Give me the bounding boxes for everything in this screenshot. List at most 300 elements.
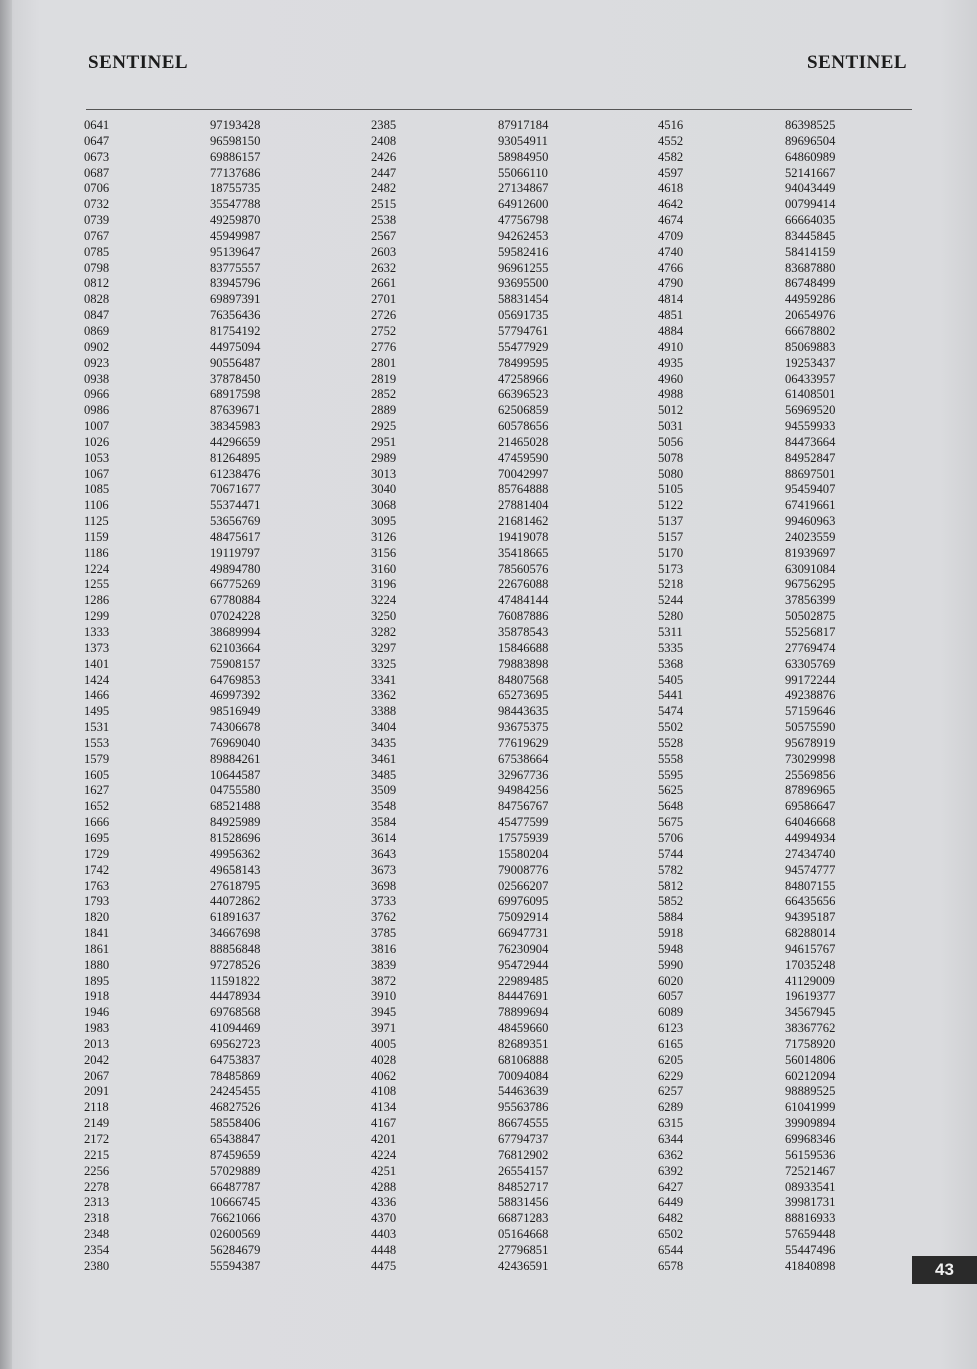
list-item: 50502875 xyxy=(785,609,836,624)
list-item: 0732 xyxy=(84,197,110,212)
list-item: 4403 xyxy=(371,1227,397,1242)
list-item: 5990 xyxy=(658,957,684,972)
list-item: 49259870 xyxy=(210,213,261,228)
list-item: 69886157 xyxy=(210,149,261,164)
list-item: 27134867 xyxy=(498,181,549,196)
list-item: 5948 xyxy=(658,941,684,956)
list-item: 86748499 xyxy=(785,276,836,291)
list-item: 93675375 xyxy=(498,720,549,735)
list-item: 75092914 xyxy=(498,910,549,925)
list-item: 34667698 xyxy=(210,926,261,941)
list-item: 34567945 xyxy=(785,1005,836,1020)
list-item: 87896965 xyxy=(785,783,836,798)
list-item: 76230904 xyxy=(498,941,549,956)
list-item: 32967736 xyxy=(498,767,549,782)
list-item: 85764888 xyxy=(498,482,549,497)
list-item: 3196 xyxy=(371,577,397,592)
list-item: 3250 xyxy=(371,609,397,624)
list-item: 5625 xyxy=(658,783,684,798)
list-item: 5744 xyxy=(658,846,684,861)
list-item: 5706 xyxy=(658,830,684,845)
list-item: 76356436 xyxy=(210,308,261,323)
column-3-codes xyxy=(658,118,683,1275)
list-item: 66664035 xyxy=(785,213,836,228)
list-item: 65438847 xyxy=(210,1132,261,1146)
list-item: 38689994 xyxy=(210,625,261,639)
list-item: 6315 xyxy=(658,1116,684,1131)
list-item: 37856399 xyxy=(785,593,836,608)
list-item: 4851 xyxy=(658,308,684,323)
list-item: 49894780 xyxy=(210,561,261,576)
list-item: 3762 xyxy=(371,910,397,925)
list-item: 27881404 xyxy=(498,498,549,513)
list-item: 4028 xyxy=(371,1052,397,1067)
list-item: 3435 xyxy=(371,735,397,750)
list-item: 41094469 xyxy=(210,1021,261,1036)
list-item: 96961255 xyxy=(498,260,549,275)
list-item: 27618795 xyxy=(210,878,261,893)
list-item: 95459407 xyxy=(785,482,836,497)
list-item: 5675 xyxy=(658,815,684,830)
list-item: 1983 xyxy=(84,1021,110,1036)
list-item: 18755735 xyxy=(210,181,261,196)
binding-edge xyxy=(0,0,12,1369)
list-item: 3509 xyxy=(371,783,397,798)
list-item: 00799414 xyxy=(785,197,836,212)
header-right: SENTINEL xyxy=(807,52,908,73)
list-item: 3156 xyxy=(371,545,397,560)
list-item: 08933541 xyxy=(785,1179,836,1194)
list-item: 66947731 xyxy=(498,926,549,941)
list-item: 57159646 xyxy=(785,704,836,719)
list-item: 60578656 xyxy=(498,419,549,434)
list-item: 3733 xyxy=(371,894,397,909)
list-item: 62103664 xyxy=(210,640,261,655)
list-item: 66678802 xyxy=(785,323,836,338)
list-item: 97193428 xyxy=(210,118,261,132)
list-item: 95472944 xyxy=(498,957,549,972)
list-item: 96598150 xyxy=(210,133,261,148)
list-item: 88697501 xyxy=(785,466,836,481)
list-item: 88816933 xyxy=(785,1211,836,1226)
list-item: 6392 xyxy=(658,1163,684,1178)
list-item: 5405 xyxy=(658,672,684,687)
list-item: 89696504 xyxy=(785,133,836,148)
list-item: 2408 xyxy=(371,133,397,148)
list-item: 4370 xyxy=(371,1211,397,1226)
list-item: 2385 xyxy=(371,118,397,132)
list-item: 4884 xyxy=(658,323,684,338)
list-item: 56284679 xyxy=(210,1242,261,1257)
list-item: 81264895 xyxy=(210,450,261,465)
list-item: 6020 xyxy=(658,973,684,988)
list-item: 77619629 xyxy=(498,735,549,750)
list-item: 99460963 xyxy=(785,514,836,529)
list-item: 4005 xyxy=(371,1036,397,1051)
list-item: 5648 xyxy=(658,799,684,814)
list-item: 3673 xyxy=(371,862,397,877)
list-item: 87917184 xyxy=(498,118,549,132)
list-item: 2354 xyxy=(84,1242,110,1257)
column-2-values xyxy=(498,118,548,1275)
list-item: 10666745 xyxy=(210,1195,261,1210)
list-item: 50575590 xyxy=(785,720,836,735)
list-item: 83445845 xyxy=(785,228,836,243)
list-item: 3404 xyxy=(371,720,397,735)
list-item: 5441 xyxy=(658,688,684,703)
list-item: 6544 xyxy=(658,1242,684,1257)
list-item: 1695 xyxy=(84,830,110,845)
list-item: 41129009 xyxy=(785,973,835,988)
list-item: 66396523 xyxy=(498,387,549,402)
list-item: 05691735 xyxy=(498,308,549,323)
list-item: 66871283 xyxy=(498,1211,549,1226)
list-item: 6257 xyxy=(658,1084,684,1099)
list-item: 0869 xyxy=(84,323,110,338)
list-item: 4251 xyxy=(371,1163,397,1178)
list-item: 2632 xyxy=(371,260,397,275)
list-item: 38367762 xyxy=(785,1021,836,1036)
list-item: 94574777 xyxy=(785,862,836,877)
list-item: 57029889 xyxy=(210,1163,261,1178)
list-item: 64769853 xyxy=(210,672,261,687)
list-item: 84925989 xyxy=(210,815,261,830)
list-item: 76812902 xyxy=(498,1147,549,1162)
list-item: 1946 xyxy=(84,1005,110,1020)
list-item: 0767 xyxy=(84,228,110,243)
list-item: 2013 xyxy=(84,1036,110,1051)
list-item: 5056 xyxy=(658,434,684,449)
list-item: 44959286 xyxy=(785,292,836,307)
list-item: 4790 xyxy=(658,276,684,291)
list-item: 4201 xyxy=(371,1132,397,1146)
list-item: 1424 xyxy=(84,672,110,687)
list-item: 0923 xyxy=(84,355,110,370)
list-item: 58984950 xyxy=(498,149,549,164)
list-item: 1026 xyxy=(84,434,110,449)
list-item: 70671677 xyxy=(210,482,261,497)
list-item: 4960 xyxy=(658,371,684,386)
list-item: 4709 xyxy=(658,228,684,243)
list-item: 4935 xyxy=(658,355,684,370)
list-item: 73029998 xyxy=(785,751,836,766)
list-item: 94984256 xyxy=(498,783,549,798)
list-item: 55447496 xyxy=(785,1242,836,1257)
list-item: 4167 xyxy=(371,1116,397,1131)
list-item: 69897391 xyxy=(210,292,261,307)
list-item: 6502 xyxy=(658,1227,684,1242)
list-item: 19419078 xyxy=(498,529,549,544)
list-item: 2701 xyxy=(371,292,397,307)
list-item: 2447 xyxy=(371,165,397,180)
list-item: 48459660 xyxy=(498,1021,549,1036)
list-item: 1652 xyxy=(84,799,110,814)
list-item: 1495 xyxy=(84,704,110,719)
list-item: 65273695 xyxy=(498,688,549,703)
list-item: 2852 xyxy=(371,387,397,402)
list-item: 1627 xyxy=(84,783,110,798)
list-item: 0739 xyxy=(84,213,110,228)
list-item: 1895 xyxy=(84,973,110,988)
list-item: 2801 xyxy=(371,355,397,370)
list-item: 83945796 xyxy=(210,276,261,291)
list-item: 0641 xyxy=(84,118,110,132)
list-item: 86674555 xyxy=(498,1116,549,1131)
list-item: 55256817 xyxy=(785,625,836,639)
list-item: 35418665 xyxy=(498,545,549,560)
list-item: 20654976 xyxy=(785,308,836,323)
list-item: 2603 xyxy=(371,244,397,259)
list-item: 0706 xyxy=(84,181,110,196)
list-item: 11591822 xyxy=(210,973,260,988)
list-item: 26554157 xyxy=(498,1163,549,1178)
list-item: 55066110 xyxy=(498,165,548,180)
list-item: 49238876 xyxy=(785,688,836,703)
list-item: 21681462 xyxy=(498,514,549,529)
list-item: 5502 xyxy=(658,720,684,735)
list-item: 4988 xyxy=(658,387,684,402)
list-item: 1085 xyxy=(84,482,110,497)
list-item: 4108 xyxy=(371,1084,397,1099)
list-item: 94262453 xyxy=(498,228,549,243)
list-item: 67794737 xyxy=(498,1132,549,1146)
list-item: 17575939 xyxy=(498,830,549,845)
list-item: 74306678 xyxy=(210,720,261,735)
list-item: 94395187 xyxy=(785,910,836,925)
list-item: 44296659 xyxy=(210,434,261,449)
list-item: 98443635 xyxy=(498,704,549,719)
list-item: 84807568 xyxy=(498,672,549,687)
list-item: 5474 xyxy=(658,704,684,719)
list-item: 6229 xyxy=(658,1068,684,1083)
list-item: 78560576 xyxy=(498,561,549,576)
list-item: 4582 xyxy=(658,149,684,164)
list-item: 78899694 xyxy=(498,1005,549,1020)
list-item: 2567 xyxy=(371,228,397,243)
list-item: 17035248 xyxy=(785,957,836,972)
list-item: 0785 xyxy=(84,244,110,259)
list-item: 72521467 xyxy=(785,1163,836,1178)
list-item: 61891637 xyxy=(210,910,261,925)
list-item: 63091084 xyxy=(785,561,836,576)
list-item: 71758920 xyxy=(785,1036,836,1051)
list-item: 56159536 xyxy=(785,1147,836,1162)
list-item: 24023559 xyxy=(785,529,836,544)
list-item: 19253437 xyxy=(785,355,836,370)
list-item: 1918 xyxy=(84,989,110,1004)
list-item: 6578 xyxy=(658,1258,684,1273)
list-item: 93695500 xyxy=(498,276,549,291)
list-item: 2348 xyxy=(84,1227,110,1242)
list-item: 2661 xyxy=(371,276,397,291)
list-item: 59582416 xyxy=(498,244,549,259)
list-item: 3126 xyxy=(371,529,397,544)
list-item: 0798 xyxy=(84,260,110,275)
list-item: 2951 xyxy=(371,434,397,449)
list-item: 0828 xyxy=(84,292,110,307)
list-item: 3584 xyxy=(371,815,397,830)
list-item: 5884 xyxy=(658,910,684,925)
list-item: 6449 xyxy=(658,1195,684,1210)
list-item: 10644587 xyxy=(210,767,261,782)
list-item: 84952847 xyxy=(785,450,836,465)
list-item: 1125 xyxy=(84,514,109,529)
list-item: 02600569 xyxy=(210,1227,261,1242)
list-item: 94559933 xyxy=(785,419,836,434)
list-item: 42436591 xyxy=(498,1258,549,1273)
list-item: 1861 xyxy=(84,941,110,956)
list-item: 3362 xyxy=(371,688,397,703)
list-item: 2380 xyxy=(84,1258,110,1273)
list-item: 54463639 xyxy=(498,1084,549,1099)
list-item: 5244 xyxy=(658,593,684,608)
list-item: 5918 xyxy=(658,926,684,941)
list-item: 89884261 xyxy=(210,751,261,766)
list-item: 0647 xyxy=(84,133,110,148)
list-item: 6482 xyxy=(658,1211,684,1226)
list-item: 4288 xyxy=(371,1179,397,1194)
list-item: 1333 xyxy=(84,625,110,639)
list-item: 0966 xyxy=(84,387,110,402)
list-item: 3297 xyxy=(371,640,397,655)
list-item: 2313 xyxy=(84,1195,110,1210)
list-item: 2482 xyxy=(371,181,397,196)
list-item: 3945 xyxy=(371,1005,397,1020)
list-item: 1763 xyxy=(84,878,110,893)
list-item: 5157 xyxy=(658,529,684,544)
list-item: 44072862 xyxy=(210,894,261,909)
list-item: 95678919 xyxy=(785,735,836,750)
list-item: 24245455 xyxy=(210,1084,261,1099)
list-item: 3341 xyxy=(371,672,397,687)
list-item: 58831454 xyxy=(498,292,549,307)
list-item: 5218 xyxy=(658,577,684,592)
list-item: 3325 xyxy=(371,656,397,671)
list-item: 4448 xyxy=(371,1242,397,1257)
list-item: 37878450 xyxy=(210,371,261,386)
list-item: 1106 xyxy=(84,498,109,513)
list-item: 6362 xyxy=(658,1147,684,1162)
list-item: 06433957 xyxy=(785,371,836,386)
list-item: 57659448 xyxy=(785,1227,836,1242)
list-item: 64046668 xyxy=(785,815,836,830)
list-item: 2149 xyxy=(84,1116,110,1131)
list-item: 0673 xyxy=(84,149,110,164)
list-item: 1820 xyxy=(84,910,110,925)
list-item: 56014806 xyxy=(785,1052,836,1067)
list-item: 0902 xyxy=(84,339,110,354)
list-item: 5311 xyxy=(658,625,683,639)
list-item: 3485 xyxy=(371,767,397,782)
list-item: 1299 xyxy=(84,609,110,624)
list-item: 81754192 xyxy=(210,323,261,338)
list-item: 2042 xyxy=(84,1052,110,1067)
list-item: 44994934 xyxy=(785,830,836,845)
list-item: 3095 xyxy=(371,514,397,529)
list-item: 55594387 xyxy=(210,1258,261,1273)
list-item: 5170 xyxy=(658,545,684,560)
list-item: 2776 xyxy=(371,339,397,354)
list-item: 94615767 xyxy=(785,941,836,956)
list-item: 0938 xyxy=(84,371,110,386)
list-item: 44478934 xyxy=(210,989,261,1004)
list-item: 3816 xyxy=(371,941,397,956)
list-item: 56969520 xyxy=(785,403,836,418)
list-item: 2726 xyxy=(371,308,397,323)
list-item: 6123 xyxy=(658,1021,684,1036)
list-item: 69968346 xyxy=(785,1132,836,1146)
list-item: 76087886 xyxy=(498,609,549,624)
list-item: 3872 xyxy=(371,973,397,988)
list-item: 3643 xyxy=(371,846,397,861)
list-item: 83687880 xyxy=(785,260,836,275)
list-item: 1159 xyxy=(84,529,109,544)
list-item: 22989485 xyxy=(498,973,549,988)
list-item: 25569856 xyxy=(785,767,836,782)
list-item: 1841 xyxy=(84,926,110,941)
list-item: 5528 xyxy=(658,735,684,750)
list-item: 39981731 xyxy=(785,1195,836,1210)
list-item: 5852 xyxy=(658,894,684,909)
list-item: 4336 xyxy=(371,1195,397,1210)
list-item: 5012 xyxy=(658,403,684,418)
list-item: 84473664 xyxy=(785,434,836,449)
list-item: 88856848 xyxy=(210,941,261,956)
list-item: 62506859 xyxy=(498,403,549,418)
list-item: 47258966 xyxy=(498,371,549,386)
list-item: 95139647 xyxy=(210,244,261,259)
list-item: 58558406 xyxy=(210,1116,261,1131)
list-item: 67538664 xyxy=(498,751,549,766)
list-item: 4224 xyxy=(371,1147,397,1162)
list-item: 76969040 xyxy=(210,735,261,750)
list-item: 67419661 xyxy=(785,498,836,513)
list-item: 69562723 xyxy=(210,1036,261,1051)
list-item: 22676088 xyxy=(498,577,549,592)
list-item: 4910 xyxy=(658,339,684,354)
list-item: 2819 xyxy=(371,371,397,386)
list-item: 55477929 xyxy=(498,339,549,354)
list-item: 3548 xyxy=(371,799,397,814)
list-item: 6289 xyxy=(658,1100,684,1115)
list-item: 3698 xyxy=(371,878,397,893)
list-item: 41840898 xyxy=(785,1258,836,1273)
list-item: 5122 xyxy=(658,498,684,513)
list-item: 0812 xyxy=(84,276,110,291)
list-item: 2256 xyxy=(84,1163,110,1178)
list-item: 94043449 xyxy=(785,181,836,196)
list-item: 15580204 xyxy=(498,846,549,861)
list-item: 39909894 xyxy=(785,1116,836,1131)
list-item: 53656769 xyxy=(210,514,261,529)
list-item: 2118 xyxy=(84,1100,109,1115)
list-item: 19619377 xyxy=(785,989,836,1004)
list-item: 4618 xyxy=(658,181,684,196)
list-item: 6089 xyxy=(658,1005,684,1020)
list-item: 70094084 xyxy=(498,1068,549,1083)
list-item: 2752 xyxy=(371,323,397,338)
list-item: 77137686 xyxy=(210,165,261,180)
list-item: 3839 xyxy=(371,957,397,972)
page-number: 43 xyxy=(912,1256,977,1284)
list-item: 27769474 xyxy=(785,640,836,655)
list-item: 68288014 xyxy=(785,926,836,941)
list-item: 38345983 xyxy=(210,419,261,434)
list-item: 1255 xyxy=(84,577,110,592)
list-item: 58831456 xyxy=(498,1195,549,1210)
list-item: 5335 xyxy=(658,640,684,655)
column-1-values xyxy=(210,118,260,1275)
